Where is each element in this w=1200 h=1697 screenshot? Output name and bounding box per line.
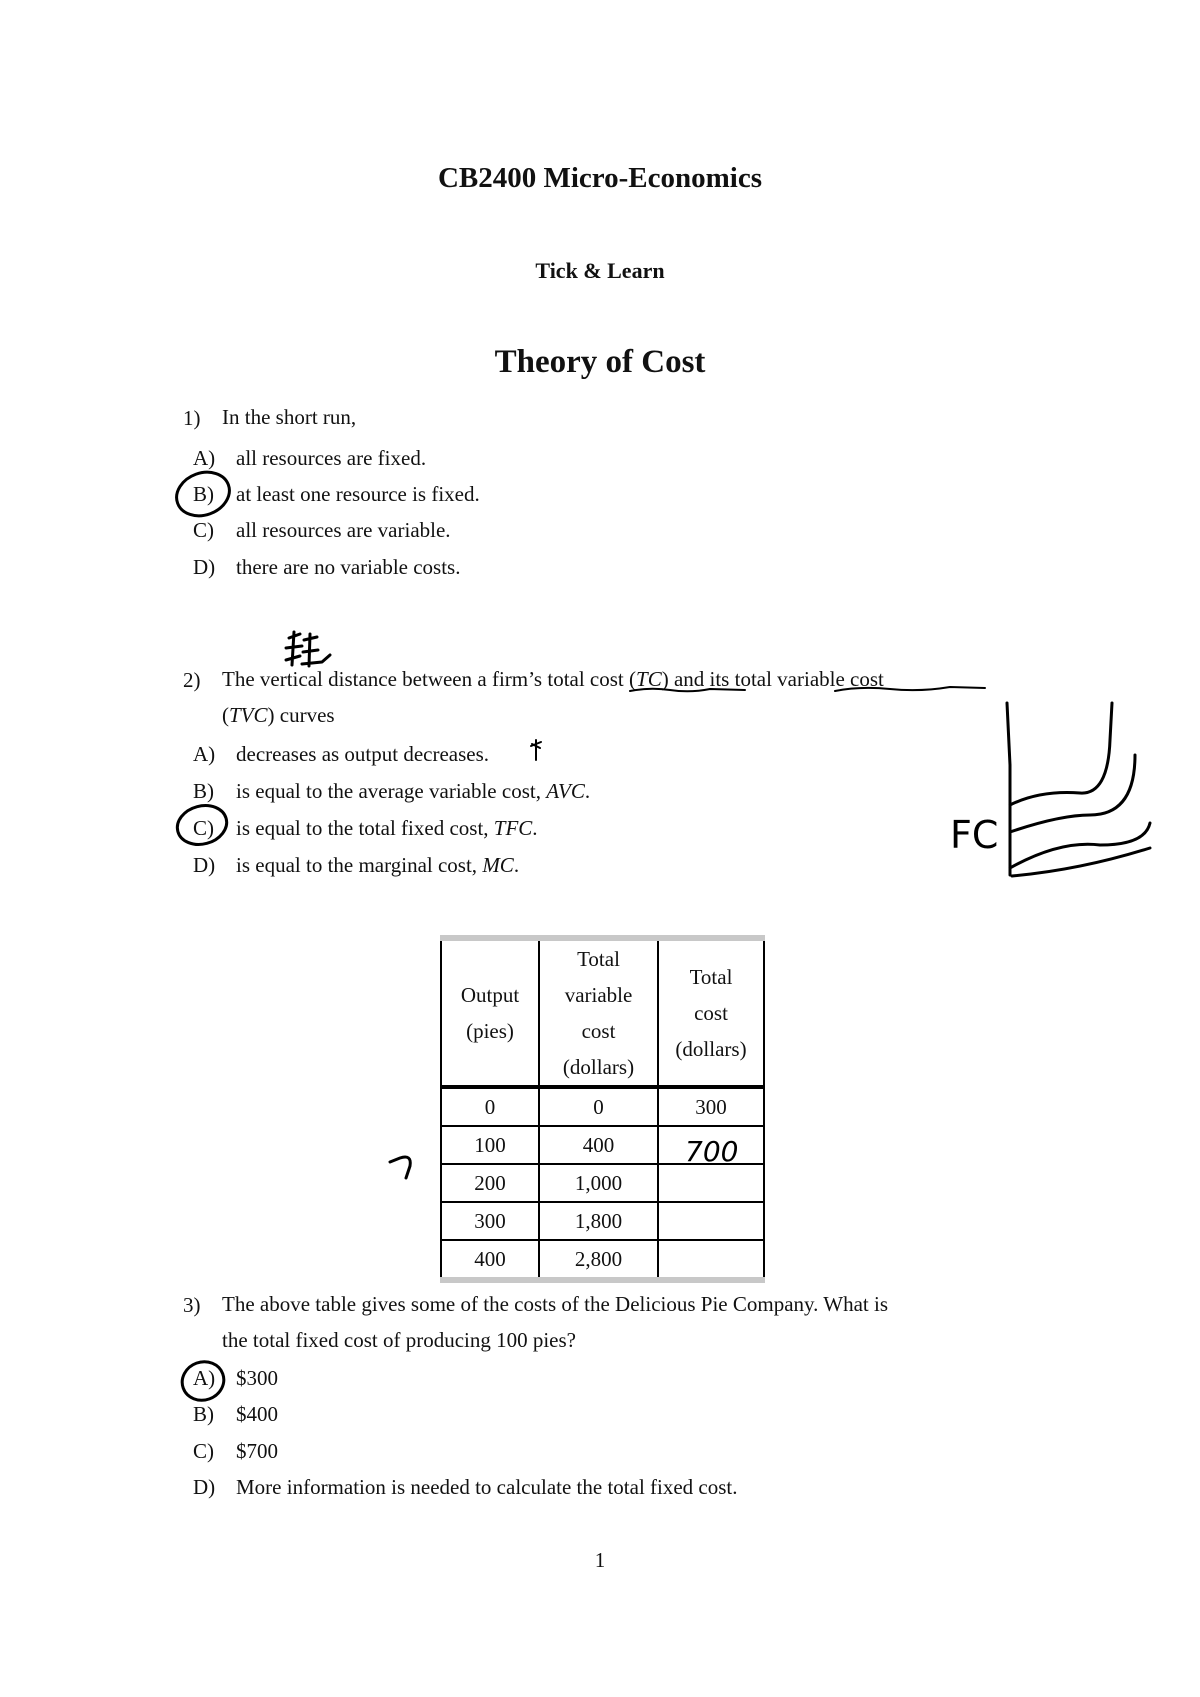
table-cell: 0	[441, 1087, 539, 1126]
option-letter: A)	[193, 446, 216, 470]
option-text: $400	[236, 1402, 278, 1426]
question-text: In the short run,	[222, 405, 357, 429]
option-abbr: MC	[482, 853, 514, 877]
option-letter: D)	[193, 555, 216, 579]
answer-circle-q2	[173, 800, 231, 850]
header-line: Total	[577, 947, 620, 971]
option-text-part: .	[532, 816, 538, 840]
header-line: variable	[564, 983, 633, 1007]
option-text: all resources are fixed.	[236, 446, 427, 470]
question-text: the total fixed cost of producing 100 pies?	[222, 1328, 576, 1352]
option-abbr: AVC	[546, 779, 585, 803]
option-letter: C)	[193, 816, 214, 840]
answer-circle-q1	[170, 465, 235, 523]
option-text-part: .	[513, 853, 520, 877]
option-text-part: is equal to the total fixed cost,	[236, 816, 494, 840]
question-text: The vertical distance between a firm’s total cost (	[222, 667, 637, 691]
option-abbr: TFC	[493, 816, 533, 840]
cost-curves-sketch	[1007, 703, 1150, 876]
option-text: all resources are variable.	[236, 518, 451, 542]
option-text: $700	[236, 1439, 278, 1463]
option-text-part: .	[584, 779, 591, 803]
header-line: (pies)	[466, 1019, 514, 1043]
page-number: 1	[594, 1548, 606, 1572]
table-cell: 1,000	[539, 1164, 658, 1202]
underline-total-cost	[630, 689, 745, 692]
underline-total-variable-cost	[835, 687, 985, 691]
option-letter: B)	[193, 779, 214, 803]
question-number: 1)	[183, 406, 201, 430]
option-text: there are no variable costs.	[236, 555, 461, 579]
option-letter: D)	[193, 853, 216, 877]
option-text: decreases as output decreases.	[236, 742, 490, 766]
table-cell: 300	[658, 1087, 764, 1126]
question-text: The above table gives some of the costs of the Delicious Pie Company. What is	[222, 1292, 889, 1316]
table-cell: 0	[539, 1087, 658, 1126]
table-cell: 1,800	[539, 1202, 658, 1240]
header-line: Total	[689, 965, 733, 989]
answer-circle-q3	[177, 1356, 229, 1406]
course-title: CB2400 Micro-Economics	[437, 162, 763, 194]
option-letter: A)	[193, 1366, 216, 1390]
option-letter: B)	[193, 1402, 214, 1426]
option-text: More information is needed to calculate the total fixed cost.	[236, 1475, 738, 1499]
tvc-abbr: TVC	[229, 703, 268, 727]
option-letter: D)	[193, 1475, 216, 1499]
header-line: Output	[460, 983, 520, 1007]
arrow-mark	[390, 1157, 410, 1178]
question-number: 3)	[183, 1293, 201, 1317]
option-text: $300	[236, 1366, 278, 1390]
header-line: cost	[581, 1019, 616, 1043]
header-line: (dollars)	[562, 1055, 635, 1079]
option-letter: A)	[193, 742, 216, 766]
handwritten-fc: FC	[950, 813, 999, 857]
option-letter: C)	[193, 518, 214, 542]
option-text-part: is equal to the average variable cost,	[236, 779, 547, 803]
scribble-mark	[286, 632, 330, 666]
header-line: cost	[694, 1001, 728, 1025]
option-letter: B)	[193, 482, 214, 506]
section-title: Theory of Cost	[494, 344, 706, 380]
subtitle: Tick & Learn	[535, 258, 665, 283]
question-text: ) and its total variable cost	[661, 667, 884, 691]
option-letter: C)	[193, 1439, 214, 1463]
question-text: ) curves	[267, 703, 335, 727]
table-cell: 400	[539, 1126, 658, 1164]
tc-abbr: TC	[636, 667, 662, 691]
table-cell: 300	[441, 1202, 539, 1240]
table-cell: 100	[441, 1126, 539, 1164]
table-cell: 400	[441, 1240, 539, 1280]
star-mark	[531, 740, 541, 760]
table-cell: 200	[441, 1164, 539, 1202]
question-number: 2)	[183, 668, 201, 692]
option-text: at least one resource is fixed.	[236, 482, 480, 506]
question-text: (	[222, 703, 229, 727]
handwritten-700: 700	[685, 1135, 739, 1168]
table-cell: 2,800	[539, 1240, 658, 1280]
header-line: (dollars)	[675, 1037, 747, 1061]
option-text-part: is equal to the marginal cost,	[236, 853, 483, 877]
